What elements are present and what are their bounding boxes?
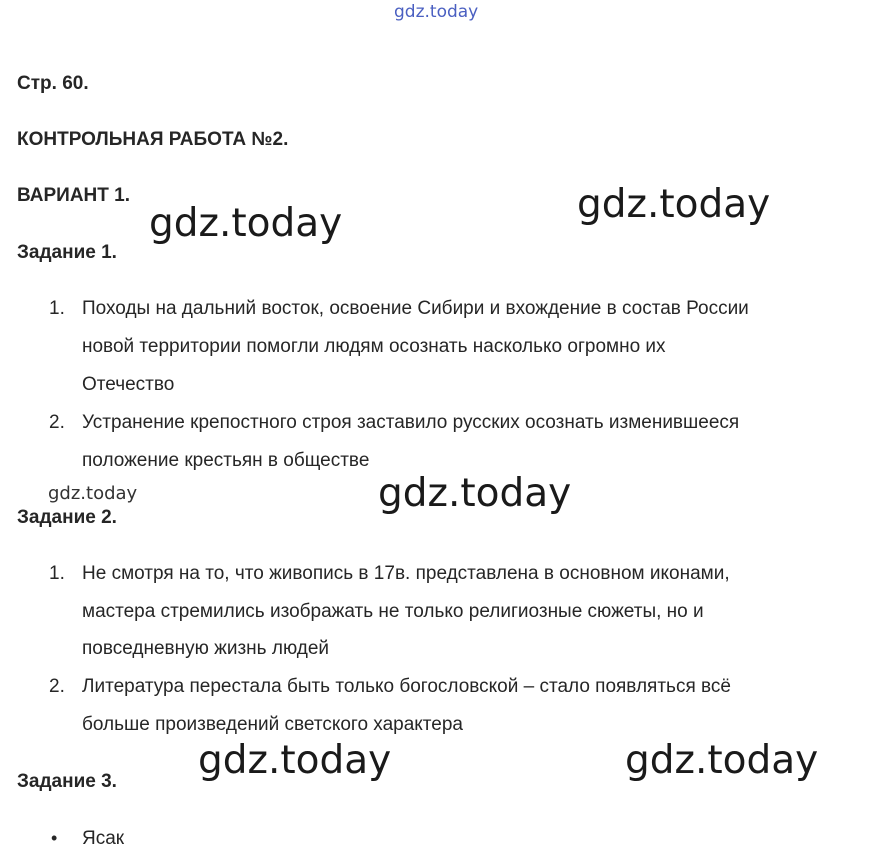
task1-item2-line2: положение крестьян в обществе xyxy=(82,450,370,471)
task3-bullet1: Ясак xyxy=(82,828,125,849)
watermark-top: gdz.today xyxy=(394,2,479,22)
watermark-3: gdz.today xyxy=(48,483,138,504)
task1-item2-number: 2. xyxy=(49,412,65,433)
watermark-4: gdz.today xyxy=(378,471,572,516)
task2-item2-number: 2. xyxy=(49,676,65,697)
task1-item1-number: 1. xyxy=(49,298,65,319)
task2-item1-line2: мастера стремились изображать не только религиозные сюжеты, но и xyxy=(82,601,704,622)
watermark-2: gdz.today xyxy=(577,182,771,227)
work-title: КОНТРОЛЬНАЯ РАБОТА №2. xyxy=(17,129,289,150)
task2-item1-line3: повседневную жизнь людей xyxy=(82,638,330,659)
page-label: Стр. 60. xyxy=(17,73,89,94)
watermark-6: gdz.today xyxy=(625,738,819,783)
task3-title: Задание 3. xyxy=(17,771,117,792)
task1-title: Задание 1. xyxy=(17,242,117,263)
task1-item1-line3: Отечество xyxy=(82,374,175,395)
variant-heading: ВАРИАНТ 1. xyxy=(17,185,130,206)
task2-title: Задание 2. xyxy=(17,507,117,528)
task2-item1-number: 1. xyxy=(49,563,65,584)
watermark-1: gdz.today xyxy=(149,201,343,246)
task1-item1-line2: новой территории помогли людям осознать насколько огромно их xyxy=(82,336,666,357)
bullet-icon: • xyxy=(51,828,58,848)
task2-item1-line1: Не смотря на то, что живопись в 17в. представлена в основном иконами, xyxy=(82,563,730,584)
watermark-5: gdz.today xyxy=(198,738,392,783)
task2-item2-line1: Литература перестала быть только богословской – стало появляться всё xyxy=(82,676,731,697)
task1-item1-line1: Походы на дальний восток, освоение Сибири и вхождение в состав России xyxy=(82,298,749,319)
task2-item2-line2: больше произведений светского характера xyxy=(82,714,463,735)
task1-item2-line1: Устранение крепостного строя заставило русских осознать изменившееся xyxy=(82,412,740,433)
